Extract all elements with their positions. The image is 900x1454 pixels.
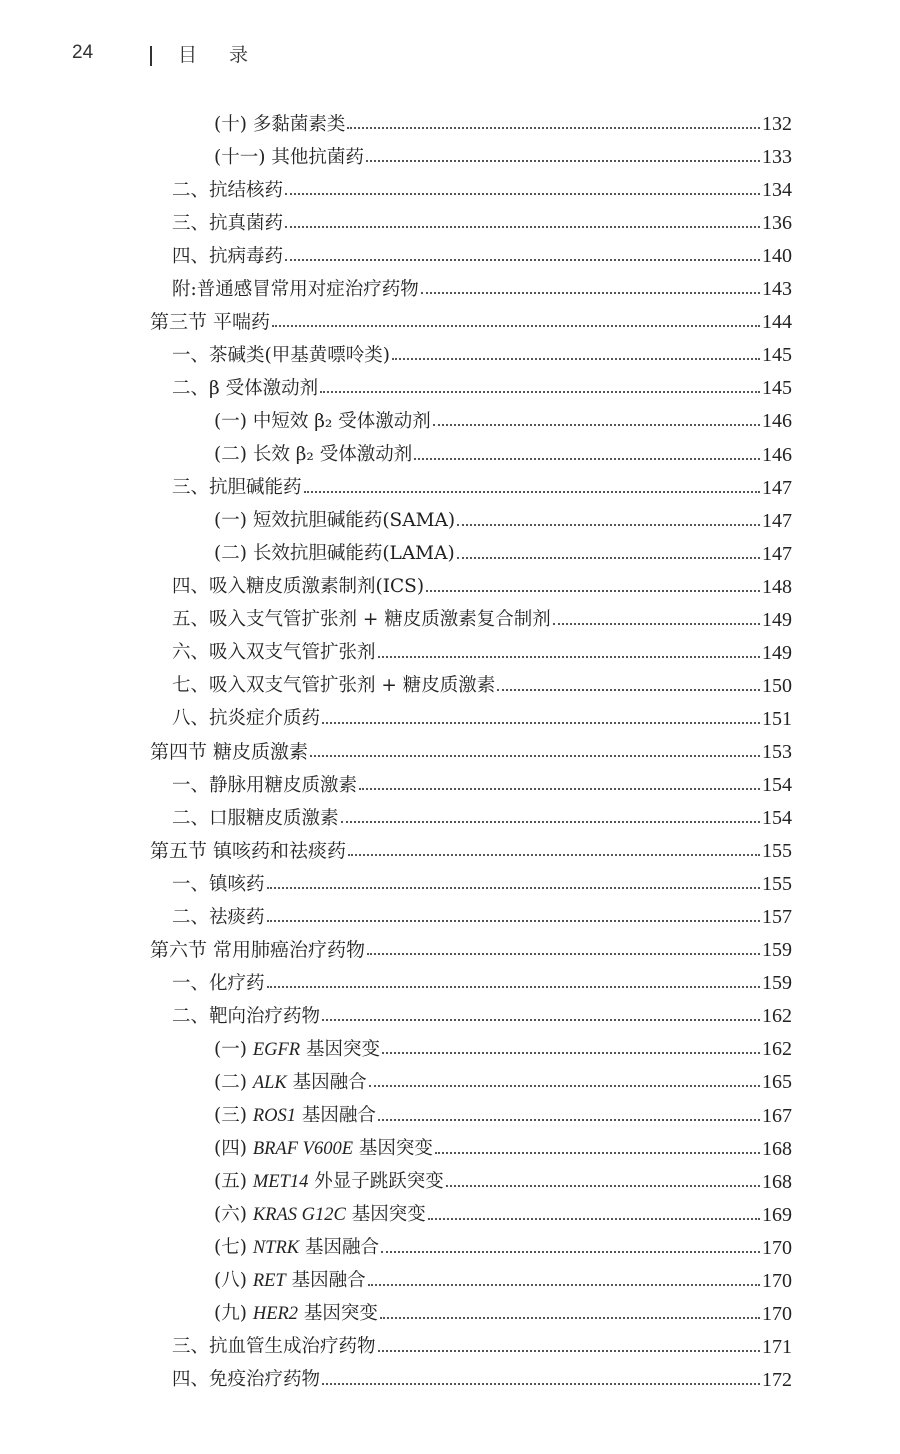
toc-entry-label: 第三节 平喘药 bbox=[150, 311, 271, 334]
toc-entry-label: (十一) 其他抗菌药 bbox=[214, 146, 364, 168]
dot-leader bbox=[322, 1383, 760, 1385]
dot-leader bbox=[310, 755, 760, 757]
toc-entry-label: 五、吸入支气管扩张剂 + 糖皮质激素复合制剂 bbox=[172, 609, 551, 631]
dot-leader bbox=[320, 391, 760, 393]
toc-page-number: 155 bbox=[762, 873, 792, 896]
dot-leader bbox=[457, 524, 760, 526]
dot-leader bbox=[304, 491, 760, 493]
dot-leader bbox=[392, 358, 760, 360]
toc-page-number: 133 bbox=[762, 146, 792, 169]
toc-entry-label: 三、抗血管生成治疗药物 bbox=[172, 1336, 376, 1358]
toc-page-number: 153 bbox=[762, 740, 792, 763]
toc-entry[interactable] bbox=[172, 597, 792, 630]
toc-entry-prefix: (四) bbox=[214, 1138, 253, 1160]
dot-leader bbox=[322, 1019, 760, 1021]
toc-entry-suffix: 基因突变 bbox=[345, 1204, 426, 1226]
toc-entry-prefix: (二) bbox=[214, 1071, 253, 1093]
dot-leader bbox=[341, 821, 760, 823]
toc-entry[interactable] bbox=[150, 927, 792, 960]
toc-entry-label: 附:普通感冒常用对症治疗药物 bbox=[172, 278, 419, 300]
toc-entry[interactable] bbox=[214, 498, 792, 531]
toc-page-number: 157 bbox=[762, 906, 792, 929]
toc-entry[interactable] bbox=[214, 1059, 792, 1092]
toc-entry-suffix: 基因融合 bbox=[285, 1270, 366, 1292]
dot-leader bbox=[378, 656, 760, 658]
toc-page-number: 145 bbox=[762, 344, 792, 367]
toc-page-number: 146 bbox=[762, 410, 792, 433]
toc-entry-label: 一、镇咳药 bbox=[172, 873, 265, 895]
toc-entry[interactable] bbox=[214, 531, 792, 564]
toc-entry[interactable] bbox=[214, 1093, 792, 1126]
toc-page-number: 167 bbox=[762, 1104, 792, 1127]
page-number: 24 bbox=[72, 42, 94, 63]
dot-leader bbox=[381, 1251, 760, 1253]
toc-entry-label: 第四节 糖皮质激素 bbox=[150, 740, 309, 763]
toc-entry[interactable] bbox=[172, 762, 792, 795]
dot-leader bbox=[380, 1317, 760, 1319]
toc-page-number: 159 bbox=[762, 939, 792, 962]
page-header bbox=[72, 36, 828, 72]
dot-leader bbox=[382, 1052, 760, 1054]
toc-page-number: 150 bbox=[762, 674, 792, 697]
toc-entry-label bbox=[214, 1038, 382, 1060]
dot-leader bbox=[426, 590, 760, 592]
toc-entry-suffix: 基因融合 bbox=[286, 1071, 367, 1093]
toc-entry[interactable] bbox=[214, 1291, 792, 1324]
toc-entry[interactable] bbox=[214, 1159, 792, 1192]
toc-page-number: 170 bbox=[762, 1269, 792, 1292]
gene-name: HER2 bbox=[252, 1304, 299, 1325]
toc-page-number: 144 bbox=[762, 311, 792, 334]
dot-leader bbox=[378, 1119, 760, 1121]
toc-entry-prefix: (五) bbox=[214, 1171, 253, 1193]
toc-entry-label: 一、化疗药 bbox=[172, 972, 265, 994]
toc-entry-suffix: 基因突变 bbox=[300, 1038, 380, 1060]
toc-page-number: 162 bbox=[762, 1005, 792, 1028]
dot-leader bbox=[553, 623, 760, 625]
toc-page-number: 145 bbox=[762, 377, 792, 400]
toc-page-number: 170 bbox=[762, 1302, 792, 1325]
toc-page-number: 162 bbox=[762, 1038, 792, 1061]
dot-leader bbox=[272, 325, 760, 327]
dot-leader bbox=[435, 1152, 760, 1154]
toc-entry[interactable] bbox=[214, 1126, 792, 1159]
toc-entry-label: 一、静脉用糖皮质激素 bbox=[172, 774, 358, 796]
toc-entry-prefix: (一) bbox=[214, 1038, 253, 1060]
toc-entry-label: 二、β 受体激动剂 bbox=[172, 377, 319, 399]
toc-page-number: 172 bbox=[762, 1368, 792, 1391]
toc-entry[interactable] bbox=[214, 1026, 792, 1059]
toc-entry[interactable] bbox=[150, 729, 792, 762]
toc-entry[interactable] bbox=[172, 894, 792, 927]
toc-entry[interactable] bbox=[172, 233, 792, 266]
toc-entry[interactable] bbox=[172, 365, 792, 398]
toc-page-number: 168 bbox=[762, 1137, 792, 1160]
toc-page-number: 132 bbox=[762, 113, 792, 135]
toc-entry-label bbox=[214, 1140, 435, 1159]
toc-entry-suffix: 外显子跳跃突变 bbox=[308, 1171, 444, 1193]
toc-page-number: 147 bbox=[762, 509, 792, 532]
toc-page-number: 146 bbox=[762, 443, 792, 466]
toc-entry-label: 二、靶向治疗药物 bbox=[172, 1005, 321, 1027]
toc-entry-label: 四、抗病毒药 bbox=[172, 245, 284, 267]
toc-entry-label: 四、免疫治疗药物 bbox=[172, 1369, 321, 1391]
header-title: 目录 bbox=[178, 44, 281, 66]
toc-entry[interactable] bbox=[172, 861, 792, 894]
dot-leader bbox=[369, 1085, 760, 1087]
toc-entry-prefix: (六) bbox=[214, 1204, 253, 1226]
toc-entry-label bbox=[214, 1206, 428, 1225]
toc-page-number: 143 bbox=[762, 278, 792, 301]
toc-page-number: 147 bbox=[762, 476, 792, 499]
dot-leader bbox=[347, 127, 760, 129]
toc-entry-label: 四、吸入糖皮质激素制剂(ICS) bbox=[172, 576, 425, 598]
toc-entry-suffix: 基因融合 bbox=[299, 1237, 379, 1259]
toc-entry[interactable] bbox=[172, 960, 792, 993]
toc-entry[interactable] bbox=[172, 1324, 792, 1357]
toc-entry[interactable] bbox=[172, 200, 792, 233]
dot-leader bbox=[378, 1350, 760, 1352]
toc-entry[interactable] bbox=[172, 696, 792, 729]
toc-page-number: 159 bbox=[762, 972, 792, 995]
toc-entry-label: (二) 长效 β₂ 受体激动剂 bbox=[214, 444, 413, 465]
toc-page-number: 136 bbox=[762, 212, 792, 235]
toc-entry[interactable] bbox=[172, 993, 792, 1026]
toc-entry-prefix: (八) bbox=[214, 1270, 253, 1292]
toc-entry[interactable] bbox=[214, 1192, 792, 1225]
gene-name: NTRK bbox=[252, 1238, 300, 1259]
toc-page-number: 154 bbox=[762, 774, 792, 796]
toc-entry-suffix: 基因融合 bbox=[296, 1105, 376, 1126]
toc-entry-suffix: 基因突变 bbox=[298, 1303, 378, 1325]
toc-entry-label bbox=[214, 1107, 378, 1126]
toc-entry-prefix: (三) bbox=[214, 1105, 253, 1126]
toc-entry[interactable] bbox=[150, 299, 792, 332]
gene-name: ROS1 bbox=[252, 1106, 296, 1126]
toc-entry-label: 三、抗真菌药 bbox=[172, 212, 284, 234]
toc-entry-label: 七、吸入双支气管扩张剂 + 糖皮质激素 bbox=[172, 675, 496, 697]
toc-entry-label: 二、抗结核药 bbox=[172, 179, 284, 201]
toc-entry-label bbox=[214, 1071, 369, 1093]
toc-entry-label: (二) 长效抗胆碱能药(LAMA) bbox=[214, 543, 455, 565]
toc-entry-label: 八、抗炎症介质药 bbox=[172, 708, 321, 730]
toc-page-number: 170 bbox=[762, 1236, 792, 1259]
toc-page-number: 165 bbox=[762, 1071, 792, 1094]
toc-entry-label: 三、抗胆碱能药 bbox=[172, 477, 302, 499]
dot-leader bbox=[366, 160, 760, 162]
toc-page-number: 149 bbox=[762, 608, 792, 631]
toc-entry-label bbox=[214, 1305, 380, 1324]
toc-page-number: 147 bbox=[762, 542, 792, 565]
toc-entry[interactable] bbox=[172, 564, 792, 597]
gene-name: BRAF V600E bbox=[252, 1139, 354, 1160]
header-divider bbox=[150, 46, 152, 66]
toc-entry-suffix: 基因突变 bbox=[353, 1138, 433, 1160]
gene-name: MET14 bbox=[252, 1172, 309, 1193]
toc-entry-label bbox=[214, 1272, 368, 1291]
toc-entry-label: 二、口服糖皮质激素 bbox=[172, 807, 339, 829]
dot-leader bbox=[428, 1218, 760, 1220]
dot-leader bbox=[446, 1185, 760, 1187]
dot-leader bbox=[322, 722, 760, 724]
toc-entry[interactable] bbox=[172, 630, 792, 663]
toc-entry-label bbox=[214, 1239, 381, 1258]
toc-entry[interactable] bbox=[172, 1357, 792, 1390]
toc-entry[interactable] bbox=[172, 465, 792, 498]
toc-entry-label: 二、祛痰药 bbox=[172, 906, 265, 928]
toc-entry-label: (一) 中短效 β₂ 受体激动剂 bbox=[214, 410, 431, 432]
toc-entry-prefix: (九) bbox=[214, 1303, 253, 1325]
toc-entry[interactable] bbox=[172, 167, 792, 200]
toc-entry-prefix: (七) bbox=[214, 1237, 253, 1259]
toc-page-number: 154 bbox=[762, 807, 792, 830]
toc-entry-label: 一、茶碱类(甲基黄嘌呤类) bbox=[172, 344, 390, 366]
gene-name: ALK bbox=[252, 1072, 287, 1093]
toc-entry[interactable] bbox=[214, 101, 792, 134]
gene-name: EGFR bbox=[252, 1039, 301, 1060]
dot-leader bbox=[368, 1284, 760, 1286]
dot-leader bbox=[414, 458, 760, 460]
dot-leader bbox=[497, 689, 760, 691]
toc-entry[interactable] bbox=[150, 828, 792, 861]
dot-leader bbox=[348, 854, 760, 856]
dot-leader bbox=[267, 887, 760, 889]
toc-page-number: 171 bbox=[762, 1335, 792, 1358]
toc-entry-label: 第五节 镇咳药和祛痰药 bbox=[150, 840, 347, 863]
toc-entry[interactable] bbox=[214, 1258, 792, 1291]
toc-entry-label bbox=[214, 1173, 446, 1192]
dot-leader bbox=[457, 557, 760, 559]
toc-entry-label: 六、吸入双支气管扩张剂 bbox=[172, 642, 376, 664]
dot-leader bbox=[267, 986, 760, 988]
toc-entry-label: (一) 短效抗胆碱能药(SAMA) bbox=[214, 510, 456, 532]
dot-leader bbox=[267, 920, 760, 922]
dot-leader bbox=[433, 424, 760, 426]
toc-entry[interactable] bbox=[214, 432, 792, 465]
toc-entry-label: (十) 多黏菌素类 bbox=[214, 113, 346, 135]
gene-name: RET bbox=[252, 1271, 286, 1292]
dot-leader bbox=[285, 259, 760, 261]
toc-entry[interactable] bbox=[172, 663, 792, 696]
toc-page-number: 134 bbox=[762, 179, 792, 202]
dot-leader bbox=[367, 953, 760, 955]
toc-entry[interactable] bbox=[214, 398, 792, 431]
gene-name: KRAS G12C bbox=[252, 1205, 346, 1226]
toc-entry[interactable] bbox=[214, 134, 792, 167]
toc-entry[interactable] bbox=[172, 266, 792, 299]
toc-page-number: 155 bbox=[762, 840, 792, 863]
dot-leader bbox=[285, 193, 760, 195]
toc-entry[interactable] bbox=[172, 795, 792, 828]
dot-leader bbox=[359, 788, 760, 790]
toc-entry[interactable] bbox=[214, 1225, 792, 1258]
dot-leader bbox=[285, 226, 760, 228]
toc-page-number: 151 bbox=[762, 707, 792, 730]
toc-page-number: 168 bbox=[762, 1170, 792, 1193]
toc-page-number: 149 bbox=[762, 641, 792, 664]
toc-page-number: 140 bbox=[762, 245, 792, 268]
toc-page-number: 148 bbox=[762, 575, 792, 598]
dot-leader bbox=[421, 292, 760, 294]
toc-page-number: 169 bbox=[762, 1203, 792, 1226]
toc-entry-label: 第六节 常用肺癌治疗药物 bbox=[150, 939, 366, 962]
toc-entry[interactable] bbox=[172, 332, 792, 365]
